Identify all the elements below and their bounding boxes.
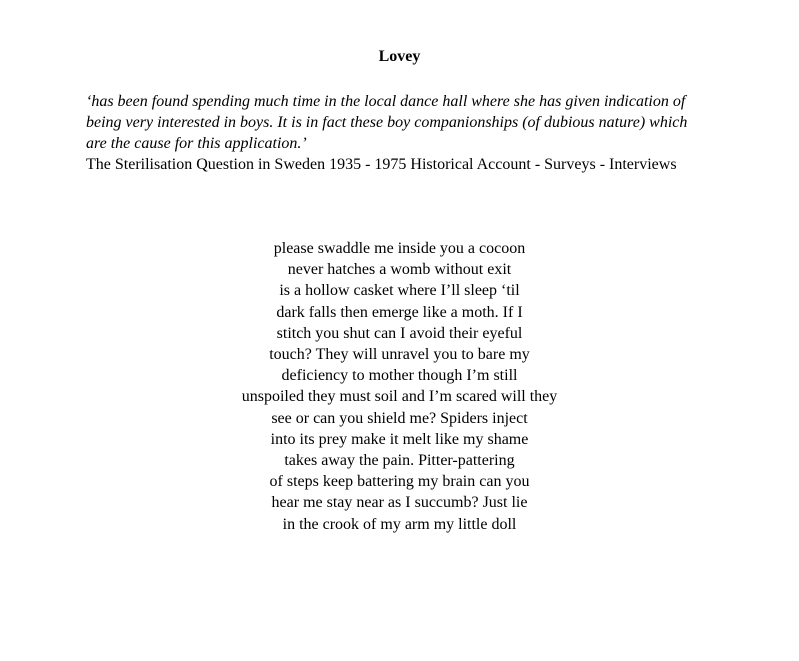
poem-line: unspoiled they must soil and I’m scared will they: [241, 388, 558, 406]
poem-body: [0, 238, 799, 535]
poem-line: please swaddle me inside you a cocoon: [273, 240, 526, 257]
poem-line: never hatches a womb without exit: [287, 261, 512, 279]
poem-title: Lovey: [378, 48, 421, 65]
poem-line: dark falls then emerge like a moth. If I: [276, 303, 523, 321]
poem-line: of steps keep battering my brain can you: [269, 473, 530, 491]
poem-line: see or can you shield me? Spiders inject: [271, 409, 528, 427]
epigraph: [86, 91, 726, 175]
poem-line: into its prey make it melt like my shame: [270, 430, 529, 448]
poem-line: hear me stay near as I succumb? Just lie: [271, 494, 528, 512]
epigraph-quote-line: are the cause for this application.’: [86, 135, 307, 152]
poem-line: is a hollow casket where I’ll sleep ‘til: [279, 282, 520, 300]
poem-line: in the crook of my arm my little doll: [282, 515, 517, 533]
poem-line: stitch you shut can I avoid their eyeful: [276, 324, 523, 342]
epigraph-source: The Sterilisation Question in Sweden 1935 - 1975 Historical Account - Surveys - Interviews: [86, 156, 677, 173]
epigraph-quote-line: being very interested in boys. It is in fact these boy companionships (of dubious nature) which: [86, 114, 688, 131]
poem-line: takes away the pain. Pitter-pattering: [284, 452, 515, 470]
epigraph-quote: [86, 91, 726, 154]
poem-line: deficiency to mother though I’m still: [281, 367, 518, 385]
epigraph-quote-line: ‘has been found spending much time in the local dance hall where she has given indication of: [86, 93, 686, 110]
poem-line: touch? They will unravel you to bare my: [269, 346, 530, 364]
